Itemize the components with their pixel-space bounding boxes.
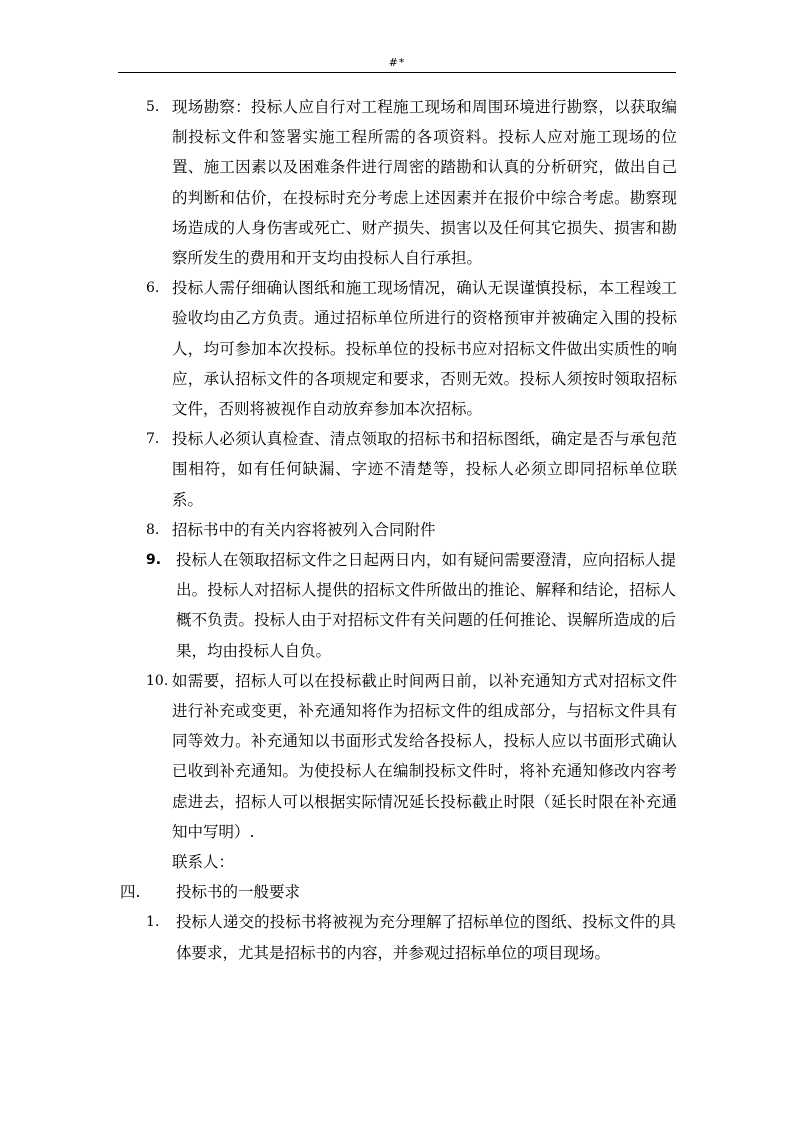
list-item <box>0 515 794 545</box>
list-item-text: 投标人需仔细确认图纸和施工现场情况，确认无误谨慎投标，本工程竣工验收均由乙方负责。通过招标单位所进行的资格预审并被确定入围的投标人，均可参加本次投标。投标单位的投标书应对招标文件做出实质性的响应，承认招标文件的各项规定和要求，否则无效。投标人须按时领取招标文件，否则将被视作自动放弃参加本次招标。 <box>172 279 677 419</box>
list-item-text: 招标书中的有关内容将被列入合同附件 <box>172 520 436 539</box>
list-item-text: 现场勘察：投标人应自行对工程施工现场和周围环境进行勘察，以获取编制投标文件和签署实施工程所需的各项资料。投标人应对施工现场的位置、施工因素以及困难条件进行周密的踏勘和认真的分析研究，做出自己的判断和估价，在投标时充分考虑上述因素并在报价中综合考虑。勘察现场造成的人身伤害或死亡、财产损失、损害以及任何其它损失、损害和勘察所发生的费用和开支均由投标人自行承担。 <box>172 98 677 268</box>
list-item <box>0 92 794 273</box>
section-heading <box>0 877 794 907</box>
list-item-text: 投标人必须认真检查、清点领取的招标书和招标图纸，确定是否与承包范围相符，如有任何缺漏、字迹不清楚等，投标人必须立即同招标单位联系。 <box>172 430 677 509</box>
list-item-text: 如需要，招标人可以在投标截止时间两日前，以补充通知方式对招标文件进行补充或变更，补充通知将作为招标文件的组成部分，与招标文件具有同等效力。补充通知以书面形式发给各投标人，投标人应以书面形式确认已收到补充通知。为使投标人在编制投标文件时，将补充通知修改内容考虑进去，招标人可以根据实际情况延长投标截止时限（延长时限在补充通知中写明）. <box>172 671 677 841</box>
section-title: 投标书的一般要求 <box>176 883 301 902</box>
list-item-number: 5. <box>146 99 160 115</box>
list-item-number: 7. <box>146 431 160 448</box>
list-item <box>0 424 794 515</box>
list-item <box>0 273 794 424</box>
list-item <box>0 907 794 967</box>
list-item <box>0 545 794 666</box>
header-mark: #* <box>388 56 406 69</box>
list-item-text: 投标人递交的投标书将被视为充分理解了招标单位的图纸、投标文件的具体要求，尤其是招标书的内容，并参观过招标单位的项目现场。 <box>176 913 676 962</box>
list-item-number: 10. <box>146 672 169 689</box>
list-item <box>0 666 794 847</box>
header-rule <box>118 72 676 73</box>
contact-label: 联系人： <box>172 853 235 872</box>
list-item-number: 8. <box>146 521 160 538</box>
document-body <box>0 92 794 968</box>
list-item-number: 9. <box>146 552 162 569</box>
list-item-number: 1. <box>146 914 160 931</box>
section-number: 四. <box>120 883 141 902</box>
list-item-number: 6. <box>146 280 160 297</box>
list-item-text: 投标人在领取招标文件之日起两日内，如有疑问需要澄清，应向招标人提出。投标人对招标人提供的招标文件所做出的推论、解释和结论，招标人概不负责。投标人由于对招标文件有关问题的任何推论、误解所造成的后果，均由投标人自负。 <box>176 551 676 660</box>
